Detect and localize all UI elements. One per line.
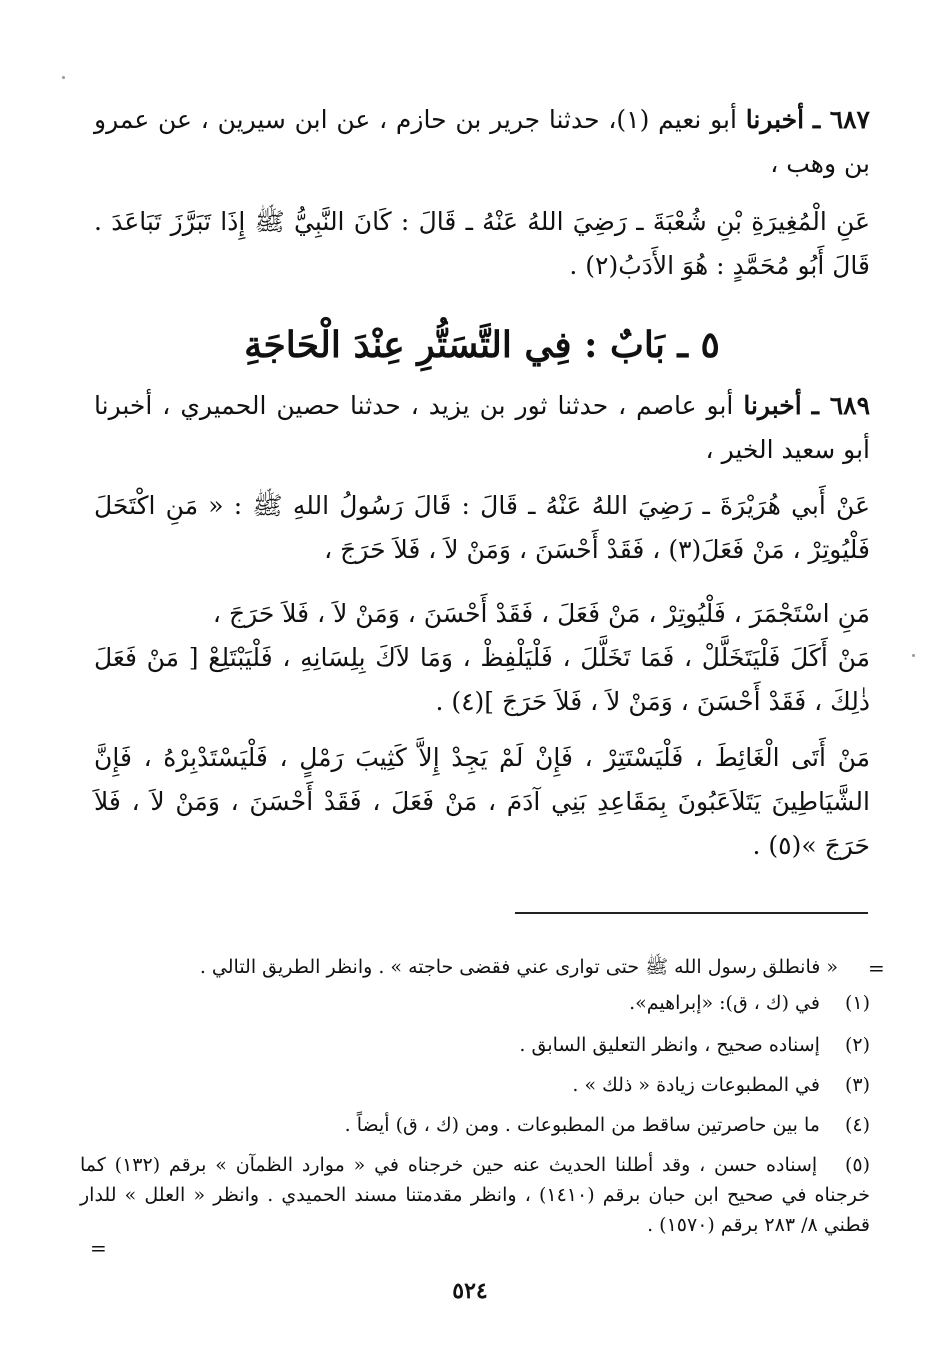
hadith-number: ٦٨٩ ـ xyxy=(811,391,871,420)
footnote-5 xyxy=(80,1150,870,1240)
hadith-687-matn xyxy=(94,200,870,288)
scan-speck xyxy=(912,654,915,657)
hadith-matn-text: مَنْ أَتَى الْغَائِطَ ، فَلْيَسْتَتِرْ ، فَإِنْ لَمْ يَجِدْ إِلاَّ كَثِيبَ رَمْلٍ ، فَلْيَسْتَدْبِرْهُ ، فَإِنَّ الشَّيَاطِينَ يَتَلاَعَبُونَ بِمَقَاعِدِ بَنِي آدَمَ ، مَنْ فَعَلَ ، فَقَدْ أَحْسَنَ ، وَمَنْ لاَ ، فَلاَ حَرَجَ »(٥) . xyxy=(94,743,870,860)
hadith-689-matn-3 xyxy=(94,636,870,724)
footnote-number: (٢) xyxy=(844,1034,870,1056)
footnote-text: ما بين حاصرتين ساقط من المطبوعات . ومن (ك ، ق) أيضاً . xyxy=(344,1114,820,1136)
footnote-text: في المطبوعات زيادة « ذلك » . xyxy=(572,1074,820,1096)
footnote-text: في (ك ، ق): «إبراهيم». xyxy=(629,992,820,1014)
continuation-mark: = xyxy=(868,956,885,980)
hadith-isnad-text: أبو نعيم (١)، حدثنا جرير بن حازم ، عن ابن سيرين ، عن عمرو بن وهب ، xyxy=(94,105,870,178)
hadith-689-matn-2 xyxy=(94,592,870,636)
hadith-lead-word: أخبرنا xyxy=(745,105,805,134)
hadith-689-matn-4 xyxy=(94,736,870,868)
footnote-text: إسناده حسن ، وقد أطلنا الحديث عنه حين خرجناه في « موارد الظمآن » برقم (١٣٢) كما خرجناه في صحيح ابن حبان برقم (١٤١٠) ، وانظر مقدمتنا مسند الحميدي . وانظر « العلل » للدار قطني ٨/ ٢٨٣ برقم (١٥٧٠) . xyxy=(80,1154,871,1236)
hadith-689-isnad xyxy=(94,384,870,472)
continuation-mark: = xyxy=(90,1236,107,1260)
footnote-2 xyxy=(80,1030,870,1060)
footnote-text: إسناده صحيح ، وانظر التعليق السابق . xyxy=(519,1034,820,1056)
footnote-number: (٤) xyxy=(844,1114,870,1136)
footnote-separator xyxy=(515,912,868,914)
footnote-number: (١) xyxy=(844,992,870,1014)
hadith-matn-text: عَنْ أَبي هُرَيْرَةَ ـ رَضِيَ اللهُ عَنْهُ ـ قَالَ : قَالَ رَسُولُ اللهِ ﷺ : « مَنِ اكْتَحَلَ فَلْيُوتِرْ ، مَنْ فَعَلَ(٣) ، فَقَدْ أَحْسَنَ ، وَمَنْ لاَ ، فَلاَ حَرَجَ ، xyxy=(94,491,870,564)
hadith-matn-text: مَنْ أَكَلَ فَلْيَتَخَلَّلْ ، فَمَا تَخَلَّلَ ، فَلْيَلْفِظْ ، وَمَا لاَكَ بِلِسَانِهِ ، فَلْيَبْتَلِعْ [ مَنْ فَعَلَ ذٰلِكَ ، فَقَدْ أَحْسَنَ ، وَمَنْ لاَ ، فَلاَ حَرَجَ ](٤) . xyxy=(94,643,870,716)
footnote-1 xyxy=(80,988,870,1018)
footnote-4 xyxy=(80,1110,870,1140)
hadith-isnad-text: أبو عاصم ، حدثنا ثور بن يزيد ، حدثنا حصين الحميري ، أخبرنا أبو سعيد الخير ، xyxy=(94,391,870,464)
hadith-lead-word: أخبرنا xyxy=(743,391,802,420)
hadith-matn-text: عَنِ الْمُغِيرَةِ بْنِ شُعْبَةَ ـ رَضِيَ اللهُ عَنْهُ ـ قَالَ : كَانَ النَّبِيُّ ﷺ إِذَا تَبَرَّزَ تَبَاعَدَ . قَالَ أَبُو مُحَمَّدٍ : هُوَ الأَدَبُ(٢) . xyxy=(94,207,870,280)
hadith-matn-text: مَنِ اسْتَجْمَرَ ، فَلْيُوتِرْ ، مَنْ فَعَلَ ، فَقَدْ أَحْسَنَ ، وَمَنْ لاَ ، فَلاَ حَرَجَ ، xyxy=(212,599,870,628)
footnote-number: (٥) xyxy=(844,1154,870,1176)
hadith-number: ٦٨٧ ـ xyxy=(812,105,870,134)
page-number: ٥٢٤ xyxy=(452,1278,488,1304)
hadith-689-matn-1 xyxy=(94,484,870,572)
chapter-heading: ٥ ـ بَابٌ : فِي التَّسَتُّرِ عِنْدَ الْحَاجَةِ xyxy=(244,324,720,366)
hadith-687-isnad xyxy=(94,98,870,186)
footnote-number: (٣) xyxy=(844,1074,870,1096)
footnote-continuation: « فانطلق رسول الله ﷺ حتى توارى عني فقضى حاجته » . وانظر الطريق التالي . xyxy=(199,956,838,978)
footnote-3 xyxy=(80,1070,870,1100)
scan-speck xyxy=(62,76,65,79)
